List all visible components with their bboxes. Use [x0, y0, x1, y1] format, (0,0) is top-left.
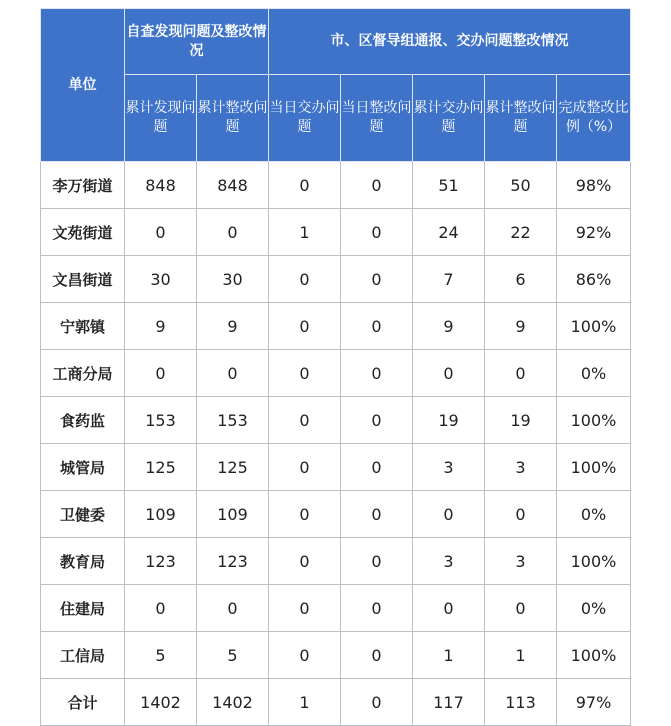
cell-cumulative-assigned: 1 — [413, 632, 485, 679]
cell-cumulative-rectified: 848 — [197, 162, 269, 209]
cell-daily-rectified: 0 — [341, 444, 413, 491]
cell-cumulative-rectified: 0 — [197, 350, 269, 397]
cell-cumulative-rectified: 125 — [197, 444, 269, 491]
cell-cumulative-rectified: 0 — [197, 585, 269, 632]
table-row — [41, 350, 631, 397]
cell-cumulative-found: 30 — [125, 256, 197, 303]
table-row — [41, 444, 631, 491]
cell-daily-assigned: 1 — [269, 679, 341, 726]
cell-cumulative-found: 9 — [125, 303, 197, 350]
cell-daily-assigned: 0 — [269, 538, 341, 585]
cell-cumulative-rectified: 0 — [197, 209, 269, 256]
cell-cumulative-assigned-rectified: 0 — [485, 585, 557, 632]
cell-cumulative-found: 153 — [125, 397, 197, 444]
cell-completion-ratio: 100% — [557, 632, 631, 679]
cell-cumulative-found: 1402 — [125, 679, 197, 726]
cell-unit-name: 宁郭镇 — [41, 303, 125, 350]
header-completion-ratio: 完成整改比例（%） — [557, 75, 631, 162]
cell-daily-assigned: 0 — [269, 397, 341, 444]
cell-cumulative-rectified: 9 — [197, 303, 269, 350]
cell-cumulative-assigned-rectified: 22 — [485, 209, 557, 256]
cell-cumulative-assigned: 24 — [413, 209, 485, 256]
cell-unit-name: 工商分局 — [41, 350, 125, 397]
table-row — [41, 679, 631, 726]
table-row — [41, 585, 631, 632]
cell-unit-name: 文昌街道 — [41, 256, 125, 303]
header-group-self-inspection: 自查发现问题及整改情况 — [125, 9, 269, 75]
cell-cumulative-rectified: 1402 — [197, 679, 269, 726]
table-row — [41, 491, 631, 538]
cell-cumulative-rectified: 123 — [197, 538, 269, 585]
cell-cumulative-assigned: 3 — [413, 444, 485, 491]
cell-completion-ratio: 100% — [557, 444, 631, 491]
rectification-table — [40, 8, 631, 726]
cell-cumulative-assigned-rectified: 3 — [485, 538, 557, 585]
cell-daily-rectified: 0 — [341, 679, 413, 726]
cell-daily-assigned: 0 — [269, 162, 341, 209]
cell-cumulative-rectified: 30 — [197, 256, 269, 303]
cell-completion-ratio: 97% — [557, 679, 631, 726]
cell-daily-assigned: 0 — [269, 632, 341, 679]
header-cumulative-found: 累计发现问题 — [125, 75, 197, 162]
cell-unit-name: 食药监 — [41, 397, 125, 444]
cell-cumulative-assigned-rectified: 113 — [485, 679, 557, 726]
cell-daily-assigned: 0 — [269, 491, 341, 538]
cell-cumulative-found: 123 — [125, 538, 197, 585]
cell-cumulative-rectified: 153 — [197, 397, 269, 444]
header-group-supervision: 市、区督导组通报、交办问题整改情况 — [269, 9, 631, 75]
header-daily-rectified: 当日整改问题 — [341, 75, 413, 162]
cell-cumulative-rectified: 5 — [197, 632, 269, 679]
table-row — [41, 538, 631, 585]
cell-cumulative-assigned: 51 — [413, 162, 485, 209]
cell-daily-rectified: 0 — [341, 303, 413, 350]
cell-cumulative-assigned: 19 — [413, 397, 485, 444]
table-body — [41, 162, 631, 726]
cell-completion-ratio: 86% — [557, 256, 631, 303]
table-row — [41, 632, 631, 679]
cell-cumulative-found: 0 — [125, 585, 197, 632]
cell-unit-name: 教育局 — [41, 538, 125, 585]
cell-cumulative-found: 0 — [125, 350, 197, 397]
cell-cumulative-assigned-rectified: 3 — [485, 444, 557, 491]
cell-unit-name: 工信局 — [41, 632, 125, 679]
cell-daily-assigned: 1 — [269, 209, 341, 256]
cell-cumulative-assigned: 3 — [413, 538, 485, 585]
cell-daily-assigned: 0 — [269, 303, 341, 350]
cell-daily-rectified: 0 — [341, 162, 413, 209]
cell-cumulative-assigned: 9 — [413, 303, 485, 350]
cell-completion-ratio: 0% — [557, 350, 631, 397]
header-cumulative-assigned: 累计交办问题 — [413, 75, 485, 162]
table-row — [41, 303, 631, 350]
table-row — [41, 256, 631, 303]
cell-unit-name: 城管局 — [41, 444, 125, 491]
cell-unit-name: 合计 — [41, 679, 125, 726]
cell-cumulative-assigned-rectified: 0 — [485, 491, 557, 538]
cell-cumulative-found: 848 — [125, 162, 197, 209]
cell-cumulative-assigned-rectified: 9 — [485, 303, 557, 350]
cell-completion-ratio: 100% — [557, 397, 631, 444]
header-unit: 单位 — [41, 9, 125, 162]
cell-completion-ratio: 100% — [557, 538, 631, 585]
cell-cumulative-assigned-rectified: 6 — [485, 256, 557, 303]
cell-cumulative-assigned: 0 — [413, 350, 485, 397]
cell-cumulative-assigned-rectified: 1 — [485, 632, 557, 679]
cell-completion-ratio: 0% — [557, 491, 631, 538]
cell-unit-name: 文苑街道 — [41, 209, 125, 256]
cell-unit-name: 住建局 — [41, 585, 125, 632]
cell-completion-ratio: 100% — [557, 303, 631, 350]
cell-unit-name: 李万街道 — [41, 162, 125, 209]
cell-completion-ratio: 98% — [557, 162, 631, 209]
cell-completion-ratio: 0% — [557, 585, 631, 632]
cell-cumulative-assigned-rectified: 19 — [485, 397, 557, 444]
cell-daily-assigned: 0 — [269, 585, 341, 632]
cell-daily-rectified: 0 — [341, 632, 413, 679]
table-row — [41, 209, 631, 256]
cell-completion-ratio: 92% — [557, 209, 631, 256]
table-row — [41, 397, 631, 444]
cell-daily-rectified: 0 — [341, 585, 413, 632]
cell-daily-rectified: 0 — [341, 350, 413, 397]
cell-daily-assigned: 0 — [269, 350, 341, 397]
cell-cumulative-found: 109 — [125, 491, 197, 538]
header-daily-assigned: 当日交办问题 — [269, 75, 341, 162]
cell-daily-rectified: 0 — [341, 209, 413, 256]
cell-cumulative-rectified: 109 — [197, 491, 269, 538]
cell-cumulative-assigned: 117 — [413, 679, 485, 726]
cell-daily-rectified: 0 — [341, 397, 413, 444]
cell-cumulative-assigned: 0 — [413, 585, 485, 632]
cell-unit-name: 卫健委 — [41, 491, 125, 538]
cell-daily-rectified: 0 — [341, 491, 413, 538]
cell-daily-rectified: 0 — [341, 538, 413, 585]
cell-cumulative-found: 125 — [125, 444, 197, 491]
cell-cumulative-assigned: 0 — [413, 491, 485, 538]
table-row — [41, 162, 631, 209]
cell-daily-assigned: 0 — [269, 444, 341, 491]
cell-cumulative-found: 0 — [125, 209, 197, 256]
cell-daily-assigned: 0 — [269, 256, 341, 303]
cell-cumulative-assigned-rectified: 0 — [485, 350, 557, 397]
cell-daily-rectified: 0 — [341, 256, 413, 303]
header-cumulative-assigned-rectified: 累计整改问题 — [485, 75, 557, 162]
cell-cumulative-assigned-rectified: 50 — [485, 162, 557, 209]
cell-cumulative-found: 5 — [125, 632, 197, 679]
header-cumulative-rectified: 累计整改问题 — [197, 75, 269, 162]
cell-cumulative-assigned: 7 — [413, 256, 485, 303]
